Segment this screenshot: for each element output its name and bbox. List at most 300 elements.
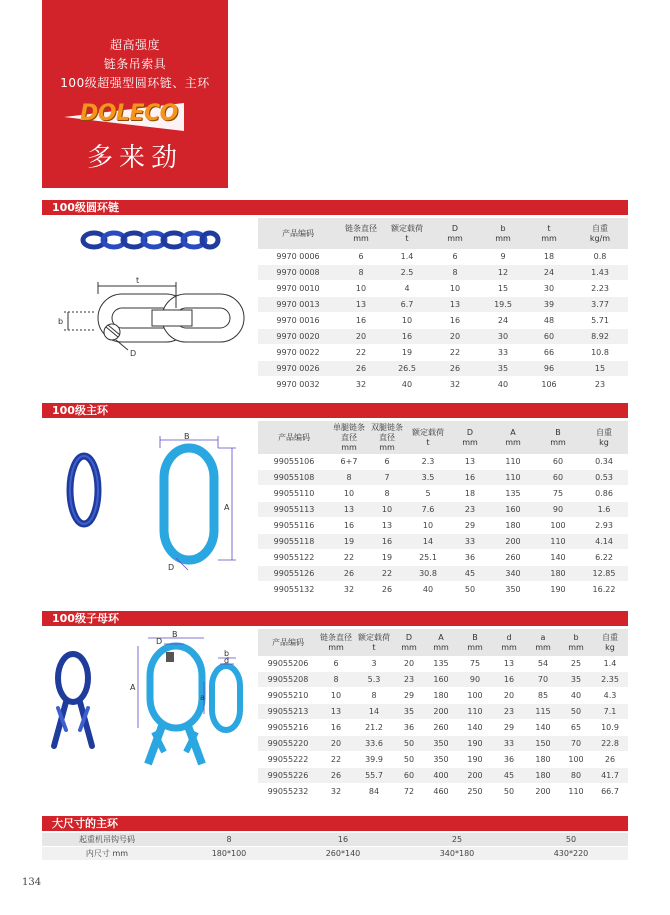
table-cell: 16 <box>450 470 490 486</box>
table-cell: 65 <box>560 720 592 736</box>
table-cell: 40 <box>384 377 430 393</box>
table-cell: 16 <box>368 534 406 550</box>
table-cell: 32 <box>338 377 384 393</box>
column-header: 额定载荷 t <box>384 218 430 249</box>
dim-label-a: a <box>200 693 205 702</box>
table-cell: 85 <box>526 688 560 704</box>
table-cell: 99055216 <box>258 720 318 736</box>
table-row <box>258 518 628 534</box>
table-cell: 14 <box>406 534 450 550</box>
table-cell: 48 <box>526 313 572 329</box>
inner-size-value: 430*220 <box>514 847 628 861</box>
table-row <box>258 281 628 297</box>
table-cell: 23 <box>572 377 628 393</box>
table-cell: 45 <box>492 768 526 784</box>
table-cell: 9970 0013 <box>258 297 338 313</box>
crane-hook-value: 16 <box>286 833 400 847</box>
table-cell: 20 <box>492 688 526 704</box>
table-cell: 250 <box>458 784 492 800</box>
table-cell: 15 <box>572 361 628 377</box>
table-cell: 100 <box>536 518 580 534</box>
table-cell: 26 <box>338 361 384 377</box>
table-cell: 33 <box>492 736 526 752</box>
column-header: 额定载荷 t <box>354 629 394 656</box>
table-cell: 8 <box>354 688 394 704</box>
table-cell: 45 <box>450 566 490 582</box>
table-cell: 66.7 <box>592 784 628 800</box>
table-cell: 54 <box>526 656 560 672</box>
table-cell: 135 <box>490 486 536 502</box>
table-cell: 350 <box>424 752 458 768</box>
table-cell: 39.9 <box>354 752 394 768</box>
table-cell: 75 <box>536 486 580 502</box>
table-cell: 99055210 <box>258 688 318 704</box>
table-cell: 0.53 <box>580 470 628 486</box>
table-cell: 13 <box>430 297 480 313</box>
crane-hook-value: 25 <box>400 833 514 847</box>
table-cell: 16 <box>330 518 368 534</box>
table-cell: 13 <box>450 454 490 470</box>
table-cell: 26.5 <box>384 361 430 377</box>
table-cell: 99055132 <box>258 582 330 598</box>
table-cell: 12.85 <box>580 566 628 582</box>
table-cell: 99055108 <box>258 470 330 486</box>
column-header: 双腿链条 直径 mm <box>368 421 406 454</box>
table-cell: 18 <box>526 249 572 265</box>
table-cell: 16 <box>384 329 430 345</box>
table-cell: 200 <box>490 534 536 550</box>
table-cell: 19 <box>330 534 368 550</box>
table-cell: 6 <box>368 454 406 470</box>
dim-label-A: A <box>224 503 230 512</box>
table-cell: 6 <box>430 249 480 265</box>
table-cell: 180 <box>424 688 458 704</box>
section-title-master: 100级主环 <box>42 403 628 418</box>
section-title-chain: 100级圆环链 <box>42 200 628 215</box>
table-cell: 100 <box>560 752 592 768</box>
table-cell: 9970 0020 <box>258 329 338 345</box>
table-cell: 99055220 <box>258 736 318 752</box>
table-cell: 13 <box>492 656 526 672</box>
table-row <box>258 752 628 768</box>
table-cell: 32 <box>330 582 368 598</box>
table-cell: 99055208 <box>258 672 318 688</box>
table-cell: 10 <box>384 313 430 329</box>
column-header: a mm <box>526 629 560 656</box>
table-cell: 9970 0010 <box>258 281 338 297</box>
table-cell: 0.86 <box>580 486 628 502</box>
table-cell: 30.8 <box>406 566 450 582</box>
dim-label-D: D <box>130 349 137 358</box>
table-cell: 4.14 <box>580 534 628 550</box>
table-row <box>258 720 628 736</box>
table-cell: 16 <box>492 672 526 688</box>
brand-header <box>42 0 228 188</box>
table-cell: 8 <box>430 265 480 281</box>
table-cell: 3 <box>354 656 394 672</box>
table-cell: 5 <box>406 486 450 502</box>
table-cell: 23 <box>450 502 490 518</box>
crane-hook-label: 起重机吊钩号码 <box>42 833 172 847</box>
master-link-assembly-diagram <box>124 630 254 766</box>
table-cell: 110 <box>490 470 536 486</box>
table-cell: 10 <box>338 281 384 297</box>
column-header: b mm <box>480 218 526 249</box>
table-cell: 99055113 <box>258 502 330 518</box>
column-header: 链条直径 mm <box>338 218 384 249</box>
table-row <box>258 768 628 784</box>
table-cell: 29 <box>394 688 424 704</box>
table-cell: 140 <box>536 550 580 566</box>
table-cell: 260 <box>424 720 458 736</box>
table-cell: 2.93 <box>580 518 628 534</box>
table-cell: 99055110 <box>258 486 330 502</box>
table-cell: 33.6 <box>354 736 394 752</box>
brand-chinese-name: 多来劲 <box>86 143 183 173</box>
table-cell: 20 <box>430 329 480 345</box>
header-line-1: 超高强度 <box>109 38 160 52</box>
table-cell: 190 <box>536 582 580 598</box>
table-cell: 13 <box>368 518 406 534</box>
column-header: 自重 kg <box>592 629 628 656</box>
table-cell: 5.3 <box>354 672 394 688</box>
table-cell: 10.9 <box>592 720 628 736</box>
table-cell: 9970 0006 <box>258 249 338 265</box>
table-cell: 10 <box>330 486 368 502</box>
table-cell: 36 <box>492 752 526 768</box>
table-cell: 110 <box>536 534 580 550</box>
table-cell: 140 <box>458 720 492 736</box>
table-cell: 400 <box>424 768 458 784</box>
crane-hook-value: 8 <box>172 833 286 847</box>
table-cell: 6 <box>318 656 354 672</box>
table-cell: 9 <box>480 249 526 265</box>
master-link-diagram <box>140 432 250 572</box>
table-cell: 50 <box>560 704 592 720</box>
table-cell: 99055206 <box>258 656 318 672</box>
table-cell: 99055222 <box>258 752 318 768</box>
table-cell: 8 <box>318 672 354 688</box>
table-cell: 22 <box>318 752 354 768</box>
table-header-row <box>258 421 628 454</box>
table-cell: 4 <box>384 281 430 297</box>
column-header: b mm <box>560 629 592 656</box>
table-cell: 260 <box>490 550 536 566</box>
table-cell: 0.8 <box>572 249 628 265</box>
table-cell: 160 <box>424 672 458 688</box>
table-cell: 60 <box>536 454 580 470</box>
table-cell: 9970 0032 <box>258 377 338 393</box>
table-cell: 41.7 <box>592 768 628 784</box>
column-header: 自重 kg <box>580 421 628 454</box>
table-cell: 9970 0008 <box>258 265 338 281</box>
column-header: D mm <box>430 218 480 249</box>
table-cell: 10 <box>406 518 450 534</box>
table-cell: 100 <box>458 688 492 704</box>
table-cell: 40 <box>480 377 526 393</box>
table-cell: 90 <box>458 672 492 688</box>
table-cell: 180 <box>526 768 560 784</box>
table-cell: 36 <box>394 720 424 736</box>
table-cell: 110 <box>560 784 592 800</box>
table-row <box>258 566 628 582</box>
dim-label-t: t <box>136 276 140 285</box>
table-cell: 26 <box>592 752 628 768</box>
table-row <box>258 582 628 598</box>
table-cell: 60 <box>394 768 424 784</box>
table-cell: 22 <box>330 550 368 566</box>
inner-size-value: 180*100 <box>172 847 286 861</box>
table-cell: 150 <box>526 736 560 752</box>
table-cell: 30 <box>480 329 526 345</box>
dim-label-D: D <box>168 563 175 572</box>
table-cell: 70 <box>526 672 560 688</box>
table-cell: 70 <box>560 736 592 752</box>
table-cell: 12 <box>480 265 526 281</box>
table-cell: 25.1 <box>406 550 450 566</box>
dim-label-d: d <box>224 656 230 665</box>
table-cell: 72 <box>394 784 424 800</box>
table-cell: 16.22 <box>580 582 628 598</box>
table-cell: 7.1 <box>592 704 628 720</box>
table-cell: 2.35 <box>592 672 628 688</box>
table-cell: 200 <box>458 768 492 784</box>
table-cell: 55.7 <box>354 768 394 784</box>
table-cell: 13 <box>330 502 368 518</box>
table-cell: 26 <box>318 768 354 784</box>
table-cell: 23 <box>492 704 526 720</box>
logo-text: DOLECO <box>80 101 178 126</box>
table-row <box>258 656 628 672</box>
table-cell: 24 <box>480 313 526 329</box>
table-cell: 2.5 <box>384 265 430 281</box>
table-cell: 350 <box>490 582 536 598</box>
table-cell: 6.22 <box>580 550 628 566</box>
table-cell: 90 <box>536 502 580 518</box>
table-cell: 99055232 <box>258 784 318 800</box>
section-title-sub: 100级子母环 <box>42 611 628 626</box>
table-row <box>258 704 628 720</box>
table-cell: 180 <box>536 566 580 582</box>
table-cell: 350 <box>424 736 458 752</box>
table-cell: 2.3 <box>406 454 450 470</box>
table-cell: 99055116 <box>258 518 330 534</box>
large-master-link-table <box>42 833 628 861</box>
table-cell: 9970 0022 <box>258 345 338 361</box>
table-cell: 23 <box>394 672 424 688</box>
table-row <box>258 249 628 265</box>
column-header: 产品编码 <box>258 629 318 656</box>
table-cell: 16 <box>338 313 384 329</box>
table-cell: 180 <box>490 518 536 534</box>
column-header: 链条直径 mm <box>318 629 354 656</box>
table-header-row <box>258 218 628 249</box>
table-row <box>258 361 628 377</box>
table-cell: 6+7 <box>330 454 368 470</box>
table-cell: 50 <box>394 736 424 752</box>
table-cell: 50 <box>450 582 490 598</box>
crane-hook-value: 50 <box>514 833 628 847</box>
table-cell: 15 <box>480 281 526 297</box>
table-cell: 340 <box>490 566 536 582</box>
column-header: 产品编码 <box>258 218 338 249</box>
dim-label-B: B <box>184 432 190 441</box>
column-header: t mm <box>526 218 572 249</box>
table-cell: 6 <box>338 249 384 265</box>
table-cell: 190 <box>458 752 492 768</box>
table-cell: 75 <box>458 656 492 672</box>
table-cell: 35 <box>394 704 424 720</box>
inner-size-value: 340*180 <box>400 847 514 861</box>
assembly-spec-table <box>258 629 628 800</box>
inner-size-value: 260*140 <box>286 847 400 861</box>
crane-hook-row <box>42 833 628 847</box>
table-cell: 35 <box>560 672 592 688</box>
table-cell: 10 <box>318 688 354 704</box>
table-header-row <box>258 629 628 656</box>
table-cell: 20 <box>394 656 424 672</box>
table-cell: 32 <box>318 784 354 800</box>
table-cell: 26 <box>368 582 406 598</box>
table-cell: 3.77 <box>572 297 628 313</box>
table-cell: 36 <box>450 550 490 566</box>
table-cell: 1.4 <box>592 656 628 672</box>
table-cell: 135 <box>424 656 458 672</box>
dim-label-B: B <box>172 630 178 639</box>
table-cell: 99055122 <box>258 550 330 566</box>
table-row <box>258 784 628 800</box>
table-cell: 4.3 <box>592 688 628 704</box>
table-cell: 25 <box>560 656 592 672</box>
table-cell: 200 <box>526 784 560 800</box>
table-cell: 99055226 <box>258 768 318 784</box>
column-header: A mm <box>490 421 536 454</box>
table-cell: 84 <box>354 784 394 800</box>
column-header: A mm <box>424 629 458 656</box>
table-cell: 32 <box>430 377 480 393</box>
table-cell: 50 <box>394 752 424 768</box>
table-cell: 60 <box>526 329 572 345</box>
table-row <box>258 470 628 486</box>
table-cell: 19 <box>384 345 430 361</box>
table-cell: 0.34 <box>580 454 628 470</box>
table-cell: 24 <box>526 265 572 281</box>
table-row <box>258 502 628 518</box>
table-row <box>258 454 628 470</box>
table-cell: 106 <box>526 377 572 393</box>
table-cell: 3.5 <box>406 470 450 486</box>
table-cell: 14 <box>354 704 394 720</box>
table-cell: 8 <box>330 470 368 486</box>
table-row <box>258 377 628 393</box>
column-header: D mm <box>394 629 424 656</box>
table-cell: 19 <box>368 550 406 566</box>
table-cell: 8.92 <box>572 329 628 345</box>
column-header: 额定载荷 t <box>406 421 450 454</box>
table-cell: 13 <box>338 297 384 313</box>
doleco-logo <box>42 99 228 133</box>
table-row <box>258 265 628 281</box>
column-header: D mm <box>450 421 490 454</box>
round-chain-diagram <box>52 272 248 370</box>
table-cell: 29 <box>450 518 490 534</box>
table-cell: 200 <box>424 704 458 720</box>
table-row <box>258 550 628 566</box>
master-link-photo <box>64 450 104 532</box>
table-cell: 160 <box>490 502 536 518</box>
column-header: B mm <box>536 421 580 454</box>
table-cell: 5.71 <box>572 313 628 329</box>
table-cell: 22 <box>338 345 384 361</box>
dim-label-A: A <box>130 683 136 692</box>
table-cell: 1.43 <box>572 265 628 281</box>
table-cell: 10 <box>430 281 480 297</box>
header-line-3: 100级超强型圆环链、主环 <box>60 76 210 90</box>
column-header: 自重 kg/m <box>572 218 628 249</box>
table-cell: 40 <box>560 688 592 704</box>
table-cell: 140 <box>526 720 560 736</box>
table-cell: 16 <box>430 313 480 329</box>
table-cell: 30 <box>526 281 572 297</box>
column-header: B mm <box>458 629 492 656</box>
table-cell: 10.8 <box>572 345 628 361</box>
table-cell: 110 <box>458 704 492 720</box>
table-cell: 18 <box>450 486 490 502</box>
table-cell: 19.5 <box>480 297 526 313</box>
column-header: 单腿链条 直径 mm <box>330 421 368 454</box>
page-number: 134 <box>22 877 42 888</box>
table-cell: 29 <box>492 720 526 736</box>
table-cell: 40 <box>406 582 450 598</box>
table-cell: 10 <box>368 502 406 518</box>
inner-size-row <box>42 847 628 861</box>
table-cell: 39 <box>526 297 572 313</box>
table-cell: 9970 0016 <box>258 313 338 329</box>
table-cell: 21.2 <box>354 720 394 736</box>
table-cell: 50 <box>492 784 526 800</box>
table-cell: 22 <box>368 566 406 582</box>
table-cell: 66 <box>526 345 572 361</box>
table-cell: 20 <box>318 736 354 752</box>
table-cell: 96 <box>526 361 572 377</box>
table-row <box>258 672 628 688</box>
table-cell: 460 <box>424 784 458 800</box>
table-cell: 13 <box>318 704 354 720</box>
table-row <box>258 297 628 313</box>
table-cell: 60 <box>536 470 580 486</box>
table-row <box>258 345 628 361</box>
table-row <box>258 329 628 345</box>
table-cell: 7.6 <box>406 502 450 518</box>
column-header: 产品编码 <box>258 421 330 454</box>
table-row <box>258 534 628 550</box>
master-link-assembly-photo <box>44 650 102 754</box>
table-cell: 99055106 <box>258 454 330 470</box>
inner-size-label: 内尺寸 mm <box>42 847 172 861</box>
table-cell: 33 <box>480 345 526 361</box>
table-cell: 22 <box>430 345 480 361</box>
table-cell: 9970 0026 <box>258 361 338 377</box>
table-cell: 35 <box>480 361 526 377</box>
table-row <box>258 486 628 502</box>
master-link-spec-table <box>258 421 628 598</box>
table-cell: 1.4 <box>384 249 430 265</box>
table-cell: 8 <box>338 265 384 281</box>
table-cell: 115 <box>526 704 560 720</box>
table-cell: 99055213 <box>258 704 318 720</box>
table-cell: 7 <box>368 470 406 486</box>
table-cell: 26 <box>430 361 480 377</box>
